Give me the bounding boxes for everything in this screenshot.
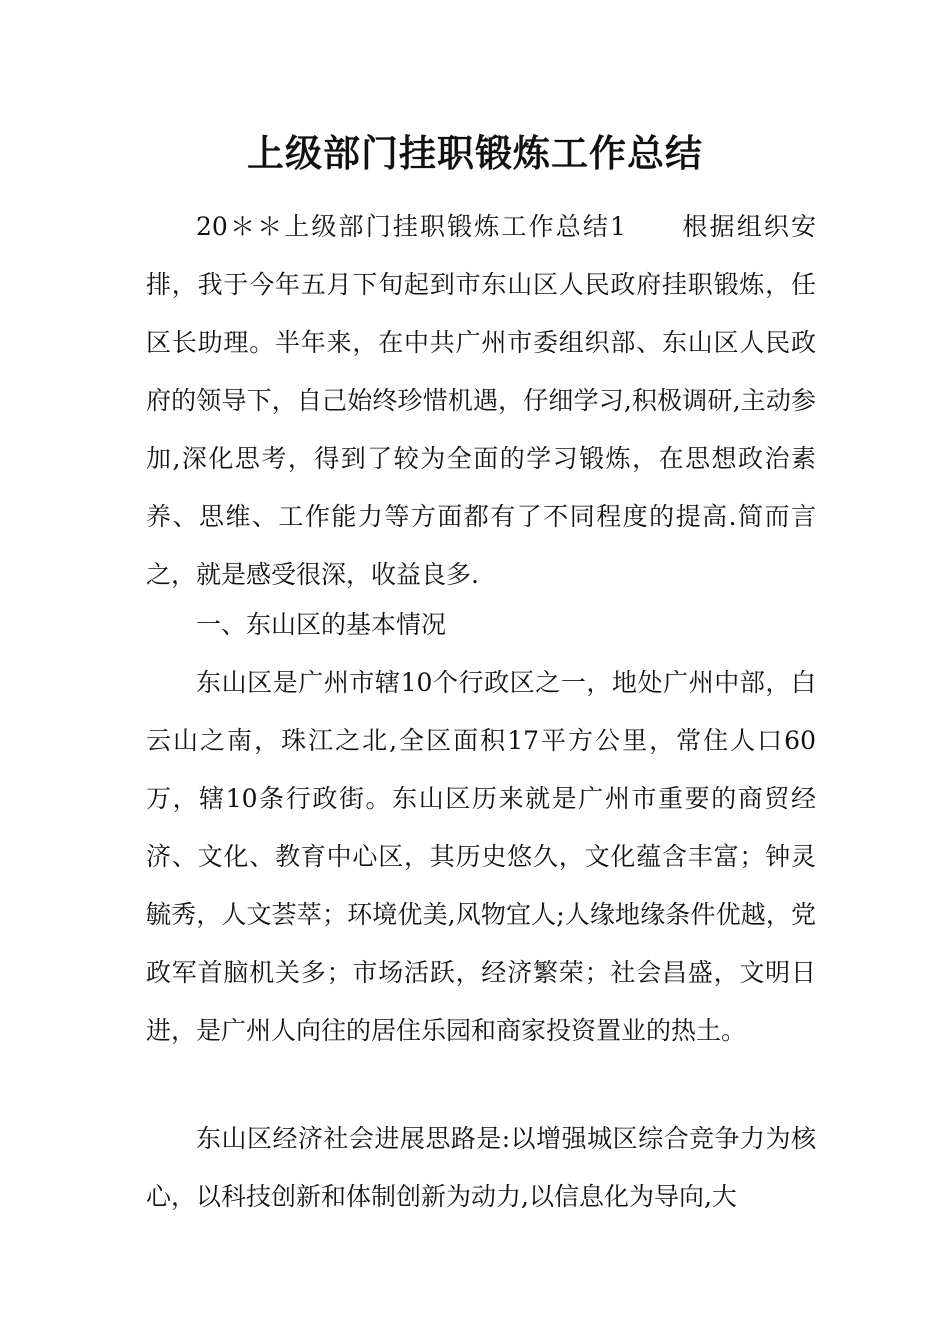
paragraph-text: 20＊＊上级部门挂职锻炼工作总结1 根据组织安排，我于今年五月下旬起到市东山区人民政府挂职锻炼，任区长助理。半年来，在中共广州市委组织部、东山区人民政府的领导下，自己始终珍惜机遇，仔细学习,积极调研,主动参加,深化思考，得到了较为全面的学习锻炼，在思想政治素养、思维、工作能力等方面都有了不同程度的提高.简而言之，就是感受很深，收益良多. [146, 212, 816, 589]
paragraph-intro [146, 198, 816, 604]
section-heading-text: 一、东山区的基本情况 [196, 610, 447, 639]
paragraph-text: 东山区是广州市辖10个行政区之一，地处广州中部，白云山之南，珠江之北,全区面积17平方公里，常住人口60万，辖10条行政街。东山区历来就是广州市重要的商贸经济、文化、教育中心区，其历史悠久，文化蕴含丰富；钟灵毓秀，人文荟萃；环境优美,风物宜人;人缘地缘条件优越，党政军首脑机关多；市场活跃，经济繁荣；社会昌盛，文明日进，是广州人向往的居住乐园和商家投资置业的热土。 [146, 668, 816, 1045]
paragraph-development-strategy [146, 1110, 816, 1226]
paragraph-district-overview [146, 654, 816, 1060]
section-heading-basic-info [146, 596, 816, 654]
document-title: 上级部门挂职锻炼工作总结 [247, 131, 703, 175]
paragraph-text: 东山区经济社会进展思路是:以增强城区综合竞争力为核心，以科技创新和体制创新为动力,以信息化为导向,大 [146, 1124, 816, 1211]
